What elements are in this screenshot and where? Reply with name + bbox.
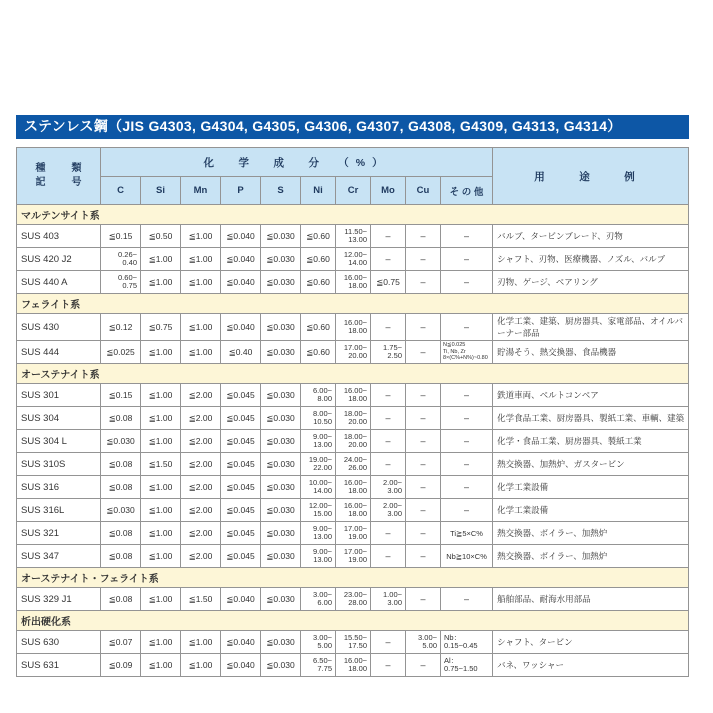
cell-cr: 23.00~ 28.00 bbox=[336, 588, 371, 611]
cell-cu: – bbox=[406, 314, 441, 341]
row-code: SUS 316 bbox=[17, 476, 101, 499]
cell-usage: 刃物、ゲージ、ベアリング bbox=[493, 271, 689, 294]
cell-cr: 15.50~ 17.50 bbox=[336, 631, 371, 654]
cell-ni: ≦0.60 bbox=[301, 271, 336, 294]
cell-p: ≦0.040 bbox=[221, 248, 261, 271]
cell-ni: 10.00~ 14.00 bbox=[301, 476, 336, 499]
cell-cr: 16.00~ 18.00 bbox=[336, 314, 371, 341]
cell-p: ≦0.040 bbox=[221, 588, 261, 611]
cell-c: ≦0.08 bbox=[101, 588, 141, 611]
row-code: SUS 403 bbox=[17, 225, 101, 248]
cell-other: – bbox=[441, 499, 493, 522]
cell-mn: ≦2.00 bbox=[181, 407, 221, 430]
table-row bbox=[17, 476, 689, 499]
cell-mo: 1.75~ 2.50 bbox=[371, 341, 406, 364]
cell-ni: 3.00~ 5.00 bbox=[301, 631, 336, 654]
cell-si: ≦1.00 bbox=[141, 271, 181, 294]
cell-cr: 16.00~ 18.00 bbox=[336, 476, 371, 499]
cell-p: ≦0.040 bbox=[221, 654, 261, 677]
cell-cu: – bbox=[406, 271, 441, 294]
cell-ni: ≦0.60 bbox=[301, 225, 336, 248]
cell-s: ≦0.030 bbox=[261, 631, 301, 654]
cell-mo: – bbox=[371, 631, 406, 654]
cell-si: ≦1.00 bbox=[141, 545, 181, 568]
cell-mo: – bbox=[371, 407, 406, 430]
cell-cu: – bbox=[406, 588, 441, 611]
cell-ni: 9.00~ 13.00 bbox=[301, 545, 336, 568]
cell-other: – bbox=[441, 384, 493, 407]
cell-s: ≦0.030 bbox=[261, 476, 301, 499]
row-code: SUS 316L bbox=[17, 499, 101, 522]
cell-mn: ≦1.00 bbox=[181, 314, 221, 341]
cell-usage: 熱交換器、ボイラー、加熱炉 bbox=[493, 522, 689, 545]
stainless-steel-spec-table bbox=[16, 147, 689, 677]
content-area bbox=[16, 115, 689, 677]
section-header: オーステナイト系 bbox=[17, 364, 689, 384]
cell-cu: – bbox=[406, 545, 441, 568]
cell-usage: 化学工業設備 bbox=[493, 499, 689, 522]
col-header-other: そ の 他 bbox=[441, 177, 493, 205]
table-row bbox=[17, 654, 689, 677]
cell-cr: 16.00~ 18.00 bbox=[336, 499, 371, 522]
cell-cu: – bbox=[406, 225, 441, 248]
cell-si: ≦1.00 bbox=[141, 588, 181, 611]
cell-cr: 18.00~ 20.00 bbox=[336, 407, 371, 430]
col-header-si: Si bbox=[141, 177, 181, 205]
cell-ni: 19.00~ 22.00 bbox=[301, 453, 336, 476]
cell-other: – bbox=[441, 248, 493, 271]
cell-s: ≦0.030 bbox=[261, 384, 301, 407]
cell-s: ≦0.030 bbox=[261, 522, 301, 545]
cell-si: ≦1.00 bbox=[141, 476, 181, 499]
cell-mo: – bbox=[371, 314, 406, 341]
cell-cu: – bbox=[406, 476, 441, 499]
cell-c: ≦0.08 bbox=[101, 407, 141, 430]
cell-cr: 16.00~ 18.00 bbox=[336, 654, 371, 677]
page-title: ステンレス鋼（JIS G4303, G4304, G4305, G4306, G4307, G4308, G4309, G4313, G4314） bbox=[16, 115, 689, 139]
col-header-usage: 用 途 例 bbox=[493, 148, 689, 205]
cell-usage: 熱交換器、加熱炉、ガスタービン bbox=[493, 453, 689, 476]
cell-s: ≦0.030 bbox=[261, 499, 301, 522]
cell-cu: 3.00~ 5.00 bbox=[406, 631, 441, 654]
cell-other: – bbox=[441, 453, 493, 476]
cell-p: ≦0.40 bbox=[221, 341, 261, 364]
section-header: 析出硬化系 bbox=[17, 611, 689, 631]
cell-p: ≦0.045 bbox=[221, 430, 261, 453]
col-header-cr: Cr bbox=[336, 177, 371, 205]
cell-usage: 貯湯そう、熱交換器、食品機器 bbox=[493, 341, 689, 364]
type-label-line1: 種 類 bbox=[35, 163, 90, 174]
cell-s: ≦0.030 bbox=[261, 430, 301, 453]
cell-mn: ≦1.00 bbox=[181, 631, 221, 654]
row-code: SUS 420 J2 bbox=[17, 248, 101, 271]
cell-usage: 鉄道車両、ベルトコンベア bbox=[493, 384, 689, 407]
cell-si: ≦0.75 bbox=[141, 314, 181, 341]
section-header: フェライト系 bbox=[17, 294, 689, 314]
table-header bbox=[17, 148, 689, 205]
cell-other: – bbox=[441, 314, 493, 341]
row-code: SUS 310S bbox=[17, 453, 101, 476]
cell-si: ≦1.00 bbox=[141, 384, 181, 407]
cell-c: ≦0.030 bbox=[101, 499, 141, 522]
table-row bbox=[17, 522, 689, 545]
cell-usage: 化学工業設備 bbox=[493, 476, 689, 499]
cell-p: ≦0.040 bbox=[221, 314, 261, 341]
row-code: SUS 440 A bbox=[17, 271, 101, 294]
cell-mn: ≦1.50 bbox=[181, 588, 221, 611]
cell-si: ≦1.00 bbox=[141, 654, 181, 677]
table-row bbox=[17, 271, 689, 294]
cell-si: ≦1.50 bbox=[141, 453, 181, 476]
cell-p: ≦0.040 bbox=[221, 271, 261, 294]
cell-p: ≦0.045 bbox=[221, 384, 261, 407]
cell-p: ≦0.040 bbox=[221, 225, 261, 248]
cell-other: Nb≧10×C% bbox=[441, 545, 493, 568]
cell-mo: 2.00~ 3.00 bbox=[371, 476, 406, 499]
cell-other: – bbox=[441, 407, 493, 430]
col-header-c: C bbox=[101, 177, 141, 205]
cell-c: ≦0.12 bbox=[101, 314, 141, 341]
cell-c: ≦0.15 bbox=[101, 384, 141, 407]
cell-usage: シャフト、刃物、医療機器、ノズル、バルブ bbox=[493, 248, 689, 271]
cell-mo: ≦0.75 bbox=[371, 271, 406, 294]
cell-usage: 化学食品工業、厨房器具、製紙工業、車輌、建築 bbox=[493, 407, 689, 430]
cell-other: Nb： 0.15~0.45 bbox=[441, 631, 493, 654]
cell-c: ≦0.07 bbox=[101, 631, 141, 654]
cell-usage: バルブ、タービンブレード、刃物 bbox=[493, 225, 689, 248]
cell-mn: ≦2.00 bbox=[181, 476, 221, 499]
cell-si: ≦1.00 bbox=[141, 248, 181, 271]
cell-ni: 12.00~ 15.00 bbox=[301, 499, 336, 522]
cell-cu: – bbox=[406, 430, 441, 453]
table-row bbox=[17, 225, 689, 248]
cell-cr: 16.00~ 18.00 bbox=[336, 271, 371, 294]
cell-mn: ≦2.00 bbox=[181, 453, 221, 476]
cell-other: – bbox=[441, 430, 493, 453]
cell-mn: ≦2.00 bbox=[181, 545, 221, 568]
cell-other: N≦0.025 Ti, Nb, Zr 8×(C%+N%)~0.80 bbox=[441, 341, 493, 364]
row-code: SUS 304 bbox=[17, 407, 101, 430]
cell-other: – bbox=[441, 271, 493, 294]
table-row bbox=[17, 430, 689, 453]
cell-mn: ≦1.00 bbox=[181, 248, 221, 271]
cell-s: ≦0.030 bbox=[261, 225, 301, 248]
cell-cu: – bbox=[406, 453, 441, 476]
cell-mo: – bbox=[371, 522, 406, 545]
cell-s: ≦0.030 bbox=[261, 545, 301, 568]
cell-p: ≦0.040 bbox=[221, 631, 261, 654]
cell-cu: – bbox=[406, 407, 441, 430]
table-row bbox=[17, 453, 689, 476]
cell-cr: 24.00~ 26.00 bbox=[336, 453, 371, 476]
cell-c: ≦0.08 bbox=[101, 545, 141, 568]
table-row bbox=[17, 631, 689, 654]
cell-usage: シャフト、タービン bbox=[493, 631, 689, 654]
table-body bbox=[17, 205, 689, 677]
cell-cr: 17.00~ 19.00 bbox=[336, 522, 371, 545]
cell-mo: – bbox=[371, 248, 406, 271]
cell-s: ≦0.030 bbox=[261, 271, 301, 294]
cell-p: ≦0.045 bbox=[221, 453, 261, 476]
cell-mo: – bbox=[371, 453, 406, 476]
cell-cr: 12.00~ 14.00 bbox=[336, 248, 371, 271]
cell-ni: 6.00~ 8.00 bbox=[301, 384, 336, 407]
col-header-s: S bbox=[261, 177, 301, 205]
type-label-line2: 記 号 bbox=[35, 177, 90, 188]
cell-ni: 6.50~ 7.75 bbox=[301, 654, 336, 677]
cell-si: ≦1.00 bbox=[141, 522, 181, 545]
cell-cr: 11.50~ 13.00 bbox=[336, 225, 371, 248]
cell-cu: – bbox=[406, 522, 441, 545]
cell-c: ≦0.025 bbox=[101, 341, 141, 364]
row-code: SUS 329 J1 bbox=[17, 588, 101, 611]
table-row bbox=[17, 384, 689, 407]
row-code: SUS 301 bbox=[17, 384, 101, 407]
row-code: SUS 630 bbox=[17, 631, 101, 654]
cell-si: ≦0.50 bbox=[141, 225, 181, 248]
cell-cr: 18.00~ 20.00 bbox=[336, 430, 371, 453]
table-row bbox=[17, 407, 689, 430]
cell-mo: – bbox=[371, 430, 406, 453]
cell-other: Ti≧5×C% bbox=[441, 522, 493, 545]
section-row bbox=[17, 205, 689, 225]
col-header-ni: Ni bbox=[301, 177, 336, 205]
cell-mo: – bbox=[371, 384, 406, 407]
section-header: オーステナイト・フェライト系 bbox=[17, 568, 689, 588]
cell-si: ≦1.00 bbox=[141, 407, 181, 430]
cell-c: ≦0.15 bbox=[101, 225, 141, 248]
cell-ni: 9.00~ 13.00 bbox=[301, 430, 336, 453]
row-code: SUS 430 bbox=[17, 314, 101, 341]
cell-other: Al： 0.75~1.50 bbox=[441, 654, 493, 677]
cell-s: ≦0.030 bbox=[261, 341, 301, 364]
row-code: SUS 321 bbox=[17, 522, 101, 545]
cell-c: ≦0.08 bbox=[101, 522, 141, 545]
section-row bbox=[17, 568, 689, 588]
cell-cr: 17.00~ 19.00 bbox=[336, 545, 371, 568]
cell-mo: – bbox=[371, 545, 406, 568]
col-header-cu: Cu bbox=[406, 177, 441, 205]
cell-cu: – bbox=[406, 341, 441, 364]
cell-mn: ≦2.00 bbox=[181, 384, 221, 407]
cell-ni: 9.00~ 13.00 bbox=[301, 522, 336, 545]
cell-ni: ≦0.60 bbox=[301, 341, 336, 364]
row-code: SUS 347 bbox=[17, 545, 101, 568]
cell-mn: ≦1.00 bbox=[181, 271, 221, 294]
row-code: SUS 444 bbox=[17, 341, 101, 364]
cell-cu: – bbox=[406, 499, 441, 522]
cell-mn: ≦1.00 bbox=[181, 225, 221, 248]
cell-usage: 熱交換器、ボイラー、加熱炉 bbox=[493, 545, 689, 568]
cell-s: ≦0.030 bbox=[261, 588, 301, 611]
cell-si: ≦1.00 bbox=[141, 631, 181, 654]
table-row bbox=[17, 499, 689, 522]
cell-p: ≦0.045 bbox=[221, 499, 261, 522]
cell-usage: バネ、ワッシャー bbox=[493, 654, 689, 677]
cell-si: ≦1.00 bbox=[141, 430, 181, 453]
cell-s: ≦0.030 bbox=[261, 453, 301, 476]
table-row bbox=[17, 314, 689, 341]
cell-s: ≦0.030 bbox=[261, 314, 301, 341]
cell-p: ≦0.045 bbox=[221, 407, 261, 430]
cell-ni: 3.00~ 6.00 bbox=[301, 588, 336, 611]
table-row bbox=[17, 341, 689, 364]
cell-cu: – bbox=[406, 654, 441, 677]
cell-other: – bbox=[441, 476, 493, 499]
cell-c: 0.26~ 0.40 bbox=[101, 248, 141, 271]
cell-p: ≦0.045 bbox=[221, 522, 261, 545]
cell-usage: 化学工業、建築、厨房器具、家電部品、オイルバーナー部品 bbox=[493, 314, 689, 341]
cell-other: – bbox=[441, 225, 493, 248]
cell-mn: ≦2.00 bbox=[181, 430, 221, 453]
cell-mo: – bbox=[371, 654, 406, 677]
cell-si: ≦1.00 bbox=[141, 341, 181, 364]
cell-mn: ≦2.00 bbox=[181, 522, 221, 545]
table-row bbox=[17, 248, 689, 271]
cell-cr: 17.00~ 20.00 bbox=[336, 341, 371, 364]
section-row bbox=[17, 364, 689, 384]
cell-ni: 8.00~ 10.50 bbox=[301, 407, 336, 430]
cell-s: ≦0.030 bbox=[261, 654, 301, 677]
cell-usage: 船舶部品、耐海水用部品 bbox=[493, 588, 689, 611]
cell-c: ≦0.030 bbox=[101, 430, 141, 453]
cell-other: – bbox=[441, 588, 493, 611]
cell-s: ≦0.030 bbox=[261, 248, 301, 271]
section-row bbox=[17, 294, 689, 314]
cell-mo: – bbox=[371, 225, 406, 248]
cell-mo: 1.00~ 3.00 bbox=[371, 588, 406, 611]
section-row bbox=[17, 611, 689, 631]
cell-c: ≦0.09 bbox=[101, 654, 141, 677]
cell-c: ≦0.08 bbox=[101, 476, 141, 499]
cell-mn: ≦1.00 bbox=[181, 341, 221, 364]
cell-ni: ≦0.60 bbox=[301, 248, 336, 271]
row-code: SUS 631 bbox=[17, 654, 101, 677]
cell-mn: ≦1.00 bbox=[181, 654, 221, 677]
cell-mo: 2.00~ 3.00 bbox=[371, 499, 406, 522]
cell-cu: – bbox=[406, 384, 441, 407]
col-header-chemical-composition: 化 学 成 分 （%） bbox=[101, 148, 493, 177]
cell-c: ≦0.08 bbox=[101, 453, 141, 476]
cell-s: ≦0.030 bbox=[261, 407, 301, 430]
table-row bbox=[17, 545, 689, 568]
cell-ni: ≦0.60 bbox=[301, 314, 336, 341]
col-header-p: P bbox=[221, 177, 261, 205]
cell-p: ≦0.045 bbox=[221, 476, 261, 499]
row-code: SUS 304 L bbox=[17, 430, 101, 453]
col-header-type-code bbox=[17, 148, 101, 205]
cell-cr: 16.00~ 18.00 bbox=[336, 384, 371, 407]
section-header: マルテンサイト系 bbox=[17, 205, 689, 225]
cell-usage: 化学・食品工業、厨房器具、製紙工業 bbox=[493, 430, 689, 453]
col-header-mo: Mo bbox=[371, 177, 406, 205]
cell-cu: – bbox=[406, 248, 441, 271]
cell-si: ≦1.00 bbox=[141, 499, 181, 522]
cell-c: 0.60~ 0.75 bbox=[101, 271, 141, 294]
table-row bbox=[17, 588, 689, 611]
col-header-mn: Mn bbox=[181, 177, 221, 205]
cell-p: ≦0.045 bbox=[221, 545, 261, 568]
cell-mn: ≦2.00 bbox=[181, 499, 221, 522]
